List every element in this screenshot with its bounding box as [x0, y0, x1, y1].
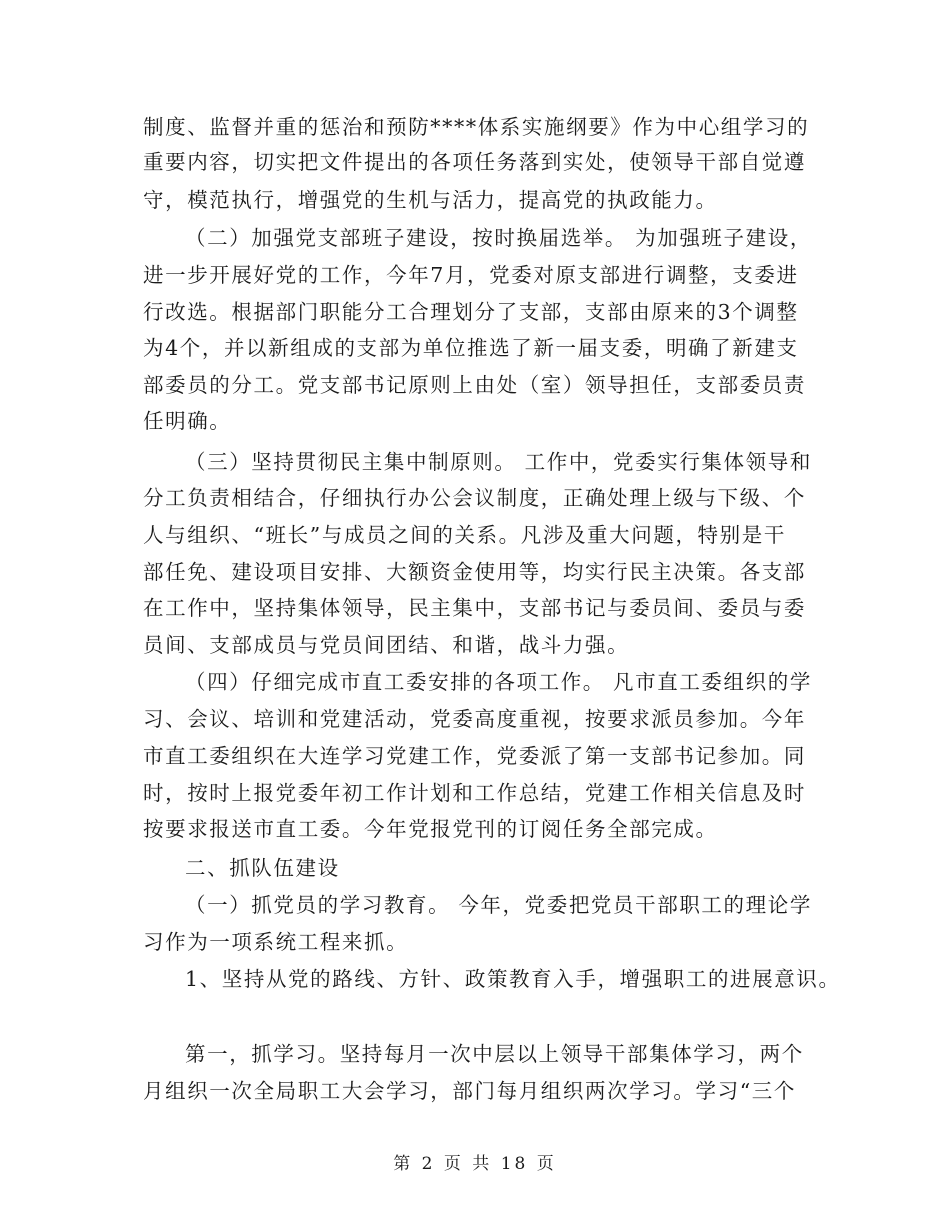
section-heading-4: （四）仔细完成市直工委安排的各项工作。 凡市直工委组织的学	[185, 670, 812, 694]
text-line: 部任免、建设项目安排、大额资金使用等，均实行民主决策。各支部	[143, 560, 806, 584]
text-line: 重要内容，切实把文件提出的各项任务落到实处，使领导干部自觉遵	[143, 150, 806, 174]
section-heading-3: （三）坚持贯彻民主集中制原则。 工作中，党委实行集体领导和	[185, 450, 812, 474]
text-line: 时，按时上报党委年初工作计划和工作总结，党建工作相关信息及时	[143, 781, 806, 805]
text-line: 按要求报送市直工委。今年党报党刊的订阅任务全部完成。	[143, 817, 718, 841]
text-line: 市直工委组织在大连学习党建工作，党委派了第一支部书记参加。同	[143, 744, 806, 768]
text-line: 行改选。根据部门职能分工合理划分了支部，支部由原来的3个调整	[143, 300, 799, 324]
text-line: 分工负责相结合，仔细执行办公会议制度，正确处理上级与下级、个	[143, 486, 806, 510]
text-line: 员间、支部成员与党员间团结、和谐，战斗力强。	[143, 633, 630, 657]
text-line: 部委员的分工。党支部书记原则上由处（室）领导担任，支部委员责	[143, 373, 806, 397]
text-line: 进一步开展好党的工作，今年7月，党委对原支部进行调整，支委进	[143, 263, 799, 287]
text-line: 习、会议、培训和党建活动，党委高度重视，按要求派员参加。今年	[143, 707, 806, 731]
section-heading-1: （一）抓党员的学习教育。 今年，党委把党员干部职工的理论学	[185, 893, 812, 917]
text-line: 月组织一次全局职工大会学习，部门每月组织两次学习。学习“三个	[143, 1079, 796, 1103]
text-line: 第一，抓学习。坚持每月一次中层以上领导干部集体学习，两个	[185, 1042, 804, 1066]
text-line: 制度、监督并重的惩治和预防****体系实施纲要》作为中心组学习的	[143, 115, 810, 139]
text-line: 为4个，并以新组成的支部为单位推选了新一届支委，明确了新建支	[143, 336, 799, 360]
text-line: 人与组织、“班长”与成员之间的关系。凡涉及重大问题，特别是干	[143, 523, 786, 547]
text-line: 习作为一项系统工程来抓。	[143, 930, 409, 954]
chapter-heading: 二、抓队伍建设	[185, 856, 340, 880]
section-heading-2: （二）加强党支部班子建设，按时换届选举。 为加强班子建设，	[185, 226, 812, 250]
page-footer: 第 2 页 共 18 页	[393, 1154, 557, 1174]
text-line: 任明确。	[143, 409, 232, 433]
text-line: 守，模范执行，增强党的生机与活力，提高党的执政能力。	[143, 188, 718, 212]
text-line: 在工作中，坚持集体领导，民主集中，支部书记与委员间、委员与委	[143, 596, 806, 620]
numbered-item: 1、坚持从党的路线、方针、政策教育入手，增强职工的进展意识。	[185, 967, 841, 991]
